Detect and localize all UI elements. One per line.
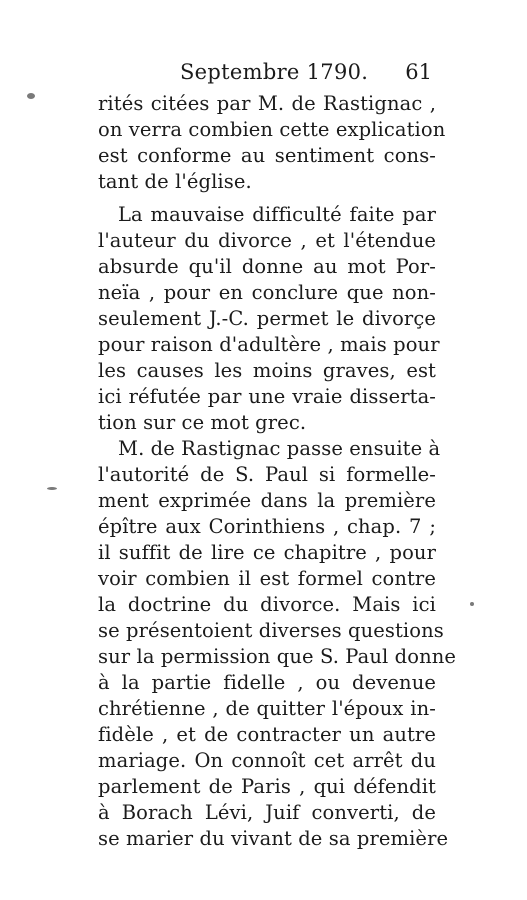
text-line: à Borach Lévi, Juif converti, de (98, 801, 436, 824)
text-line: tant de l'église. (98, 170, 252, 193)
text-line: seulement J.-C. permet le divorçe (98, 307, 436, 330)
text-line: chrétienne , de quitter l'époux in- (98, 697, 436, 720)
text-line: ici réfutée par une vraie disserta- (98, 385, 436, 408)
ink-speck-mark (470, 602, 474, 606)
body-text (98, 91, 457, 852)
text-line: voir combien il est formel contre (98, 567, 436, 590)
ink-speck-mark (27, 93, 35, 99)
text-line: sur la permission que S. Paul donne (98, 645, 457, 668)
text-line: se présentoient diverses questions (98, 619, 444, 642)
text-line: il suffit de lire ce chapitre , pour (98, 541, 436, 564)
ink-speck-mark (47, 487, 57, 490)
text-line: est conforme au sentiment cons- (98, 144, 436, 167)
text-line: la doctrine du divorce. Mais ici (98, 593, 436, 616)
text-line: mariage. On connoît cet arrêt du (98, 749, 436, 772)
text-line: absurde qu'il donne au mot Por- (98, 255, 436, 278)
text-line: rités citées par M. de Rastignac , (98, 92, 436, 115)
text-line: à la partie fidelle , ou devenue (98, 671, 436, 694)
text-line: fidèle , et de contracter un autre (98, 723, 436, 746)
text-line: La mauvaise difficulté faite par (118, 203, 436, 226)
running-head (100, 58, 432, 86)
page-number: 61 (405, 60, 432, 84)
text-line: parlement de Paris , qui défendit (98, 775, 436, 798)
text-line: M. de Rastignac passe ensuite à (118, 437, 441, 460)
running-title: Septembre 1790. (180, 60, 369, 84)
text-line: neïa , pour en conclure que non- (98, 281, 436, 304)
text-line: on verra combien cette explication (98, 118, 446, 141)
text-line: tion sur ce mot grec. (98, 411, 307, 434)
text-line: épître aux Corinthiens , chap. 7 ; (98, 515, 436, 538)
text-line: les causes les moins graves, est (98, 359, 436, 382)
text-line: pour raison d'adultère , mais pour (98, 333, 440, 356)
text-line: se marier du vivant de sa première (98, 827, 449, 850)
text-line: ment exprimée dans la première (98, 489, 436, 512)
text-line: l'auteur du divorce , et l'étendue (98, 229, 436, 252)
text-line: l'autorité de S. Paul si formelle- (98, 463, 436, 486)
